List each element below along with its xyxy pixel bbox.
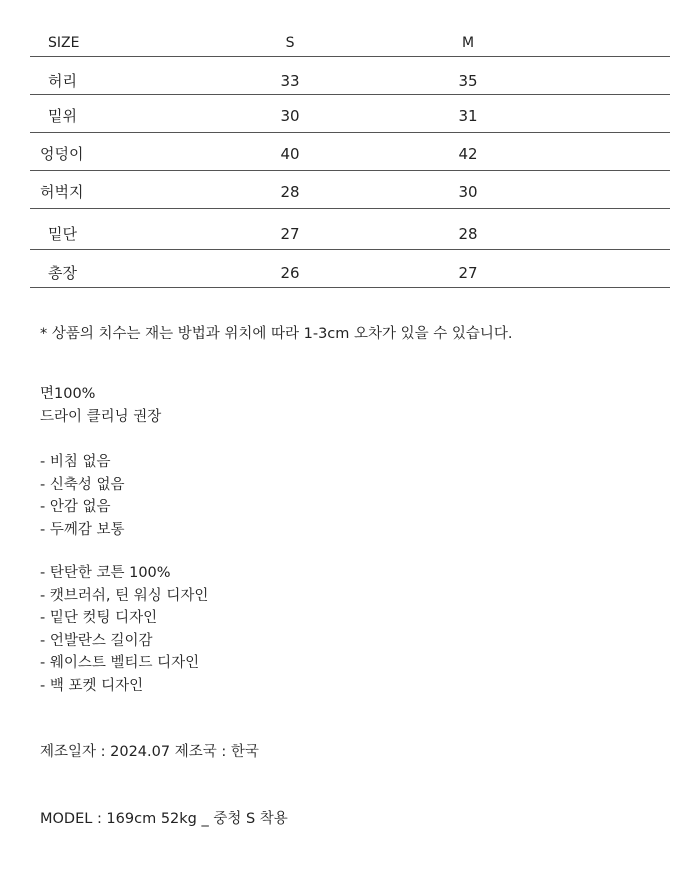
care-line: 드라이 클리닝 권장 xyxy=(40,408,162,425)
size-row-hem: 밑단 27 28 xyxy=(30,209,670,250)
row-label: 엉덩이 xyxy=(40,145,84,163)
size-row-thigh: 허벅지 28 30 xyxy=(30,171,670,209)
feature-item: - 백 포켓 디자인 xyxy=(40,677,144,694)
property-item: - 두께감 보통 xyxy=(40,521,125,538)
size-row-rise: 밑위 30 31 xyxy=(30,95,670,133)
size-notice: * 상품의 치수는 재는 방법과 위치에 따라 1-3cm 오차가 있을 수 있습니다. xyxy=(40,326,513,342)
row-label: 밑위 xyxy=(48,107,77,125)
header-size: SIZE xyxy=(48,35,80,51)
model-info: MODEL : 169cm 52kg _ 중청 S 착용 xyxy=(40,811,288,827)
row-label: 밑단 xyxy=(48,225,77,243)
feature-item: - 밑단 컷팅 디자인 xyxy=(40,610,158,626)
property-list xyxy=(40,451,125,541)
feature-item: - 웨이스트 벨티드 디자인 xyxy=(40,655,200,671)
feature-item: - 언발란스 길이감 xyxy=(40,632,153,649)
material-line: 면100% xyxy=(40,386,96,402)
row-label: 총장 xyxy=(48,264,77,282)
row-label: 허벅지 xyxy=(40,183,84,201)
manufacture-info: 제조일자 : 2024.07 제조국 : 한국 xyxy=(40,744,259,760)
property-item: - 비침 없음 xyxy=(40,454,111,470)
feature-list xyxy=(40,562,208,697)
property-item: - 안감 없음 xyxy=(40,499,111,515)
size-table-header: SIZE S M xyxy=(30,26,670,57)
size-table xyxy=(30,26,670,288)
material-info xyxy=(40,383,161,428)
feature-item: - 탄탄한 코튼 100% xyxy=(40,565,171,581)
feature-item: - 캣브러쉬, 틴 워싱 디자인 xyxy=(40,587,209,604)
row-label: 허리 xyxy=(48,72,77,90)
size-row-waist: 허리 33 35 xyxy=(30,57,670,95)
size-row-length: 총장 26 27 xyxy=(30,250,670,288)
size-row-hip: 엉덩이 40 42 xyxy=(30,133,670,171)
property-item: - 신축성 없음 xyxy=(40,476,125,493)
